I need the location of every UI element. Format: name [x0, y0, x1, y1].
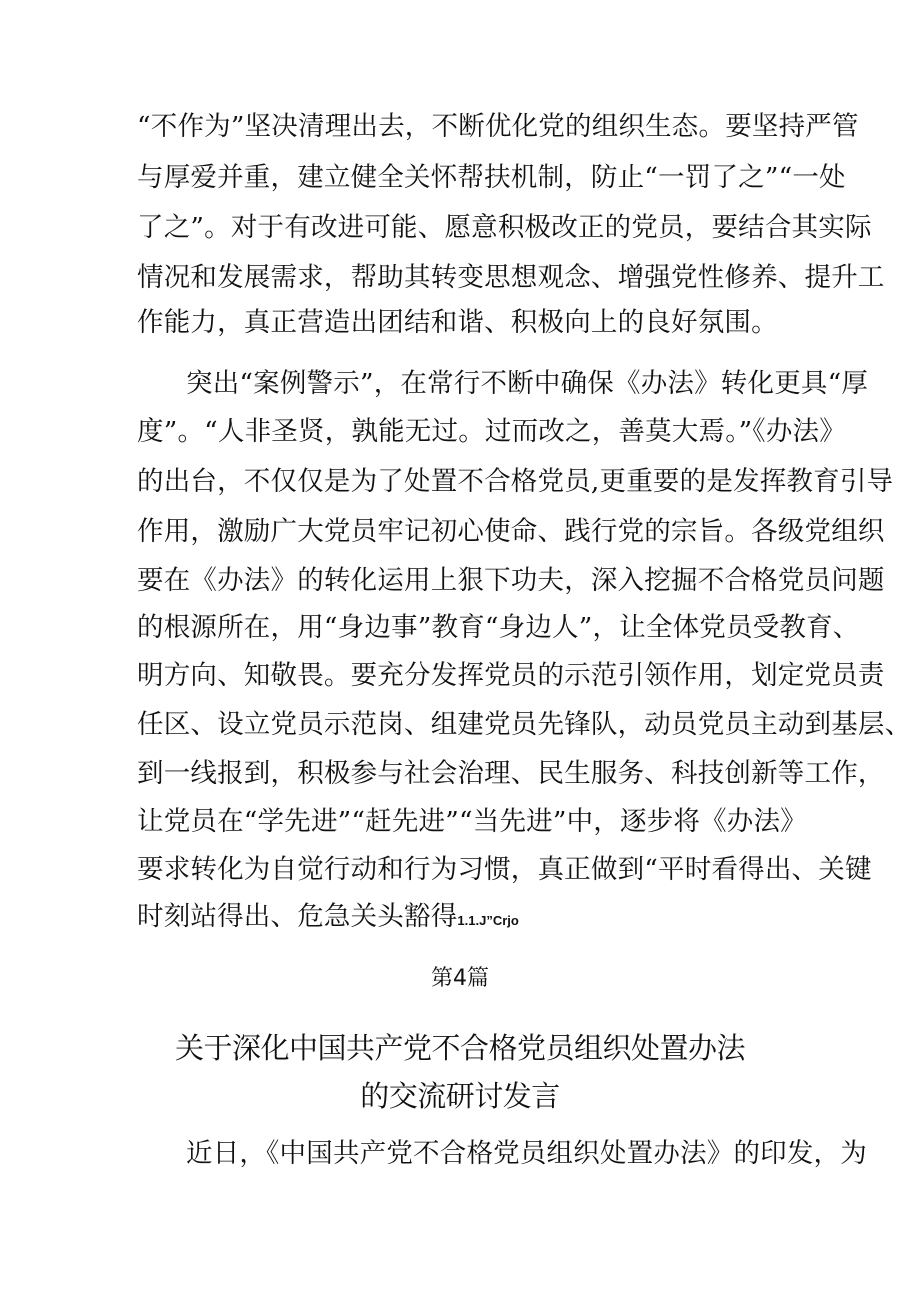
paragraph-2-line-7: 明方向、知敬畏。要充分发挥党员的示范引领作用，划定党员责: [137, 660, 885, 691]
paragraph-2-line-5: 要在《办法》的转化运用上狠下功夫，深入挖掘不合格党员问题: [137, 565, 885, 596]
paragraph-2-line-3: 的出台，不仅仅是为了处置不合格党员,更重要的是发挥教育引导: [137, 466, 894, 497]
paragraph-2-line-1: 突出“案例警示”，在常行不断中确保《办法》转化更具“厚: [186, 368, 869, 399]
section-title-line-2: 的交流研讨发言: [360, 1079, 560, 1113]
paragraph-2-line-8: 任区、设立党员示范岗、组建党员先锋队，动员党员主动到基层、: [137, 709, 912, 740]
paragraph-1-line-4: 情况和发展需求，帮助其转变思想观念、增强党性修养、提升工: [137, 262, 885, 293]
paragraph-2-line-6: 的根源所在，用“身边事”教育“身边人”，让全体党员受教育、: [137, 612, 860, 643]
paragraph-1-line-1: “不作为”坚决清理出去，不断优化党的组织生态。要坚持严管: [137, 111, 859, 142]
paragraph-1-line-3: 了之”。对于有改进可能、愿意积极改正的党员，要结合其实际: [137, 212, 872, 243]
paragraph-1-line-2: 与厚爱并重，建立健全关怀帮扶机制，防止“一罚了之”“一处: [137, 162, 846, 193]
paragraph-2-line-2: 度”。“人非圣贤，孰能无过。过而改之，善莫大焉。”《办法》: [137, 416, 846, 447]
paragraph-2-line-9: 到一线报到，积极参与社会治理、民生服务、科技创新等工作，: [137, 758, 885, 789]
paragraph-2-line-12-text: 时刻站得出、危急关头豁得: [137, 901, 458, 932]
section-title-line-1: 关于深化中国共产党不合格党员组织处置办法: [174, 1031, 745, 1065]
paragraph-3-line-1: 近日，《中国共产党不合格党员组织处置办法》的印发，为: [186, 1138, 867, 1169]
paragraph-2-line-4: 作用，激励广大党员牢记初心使命、践行党的宗旨。各级党组织: [137, 516, 885, 547]
section-label: 第4篇: [431, 966, 489, 991]
paragraph-2-ocr-tail: 1.1.J”Crjo: [457, 913, 519, 928]
paragraph-2-line-11: 要求转化为自觉行动和行为习惯，真正做到“平时看得出、关键: [137, 854, 872, 885]
paragraph-2-line-10: 让党员在“学先进”“赶先进”“当先进”中，逐步将《办法》: [137, 806, 807, 837]
paragraph-1-line-5: 作能力，真正营造出团结和谐、积极向上的良好氛围。: [137, 307, 778, 338]
paragraph-2-line-12: [137, 899, 519, 939]
